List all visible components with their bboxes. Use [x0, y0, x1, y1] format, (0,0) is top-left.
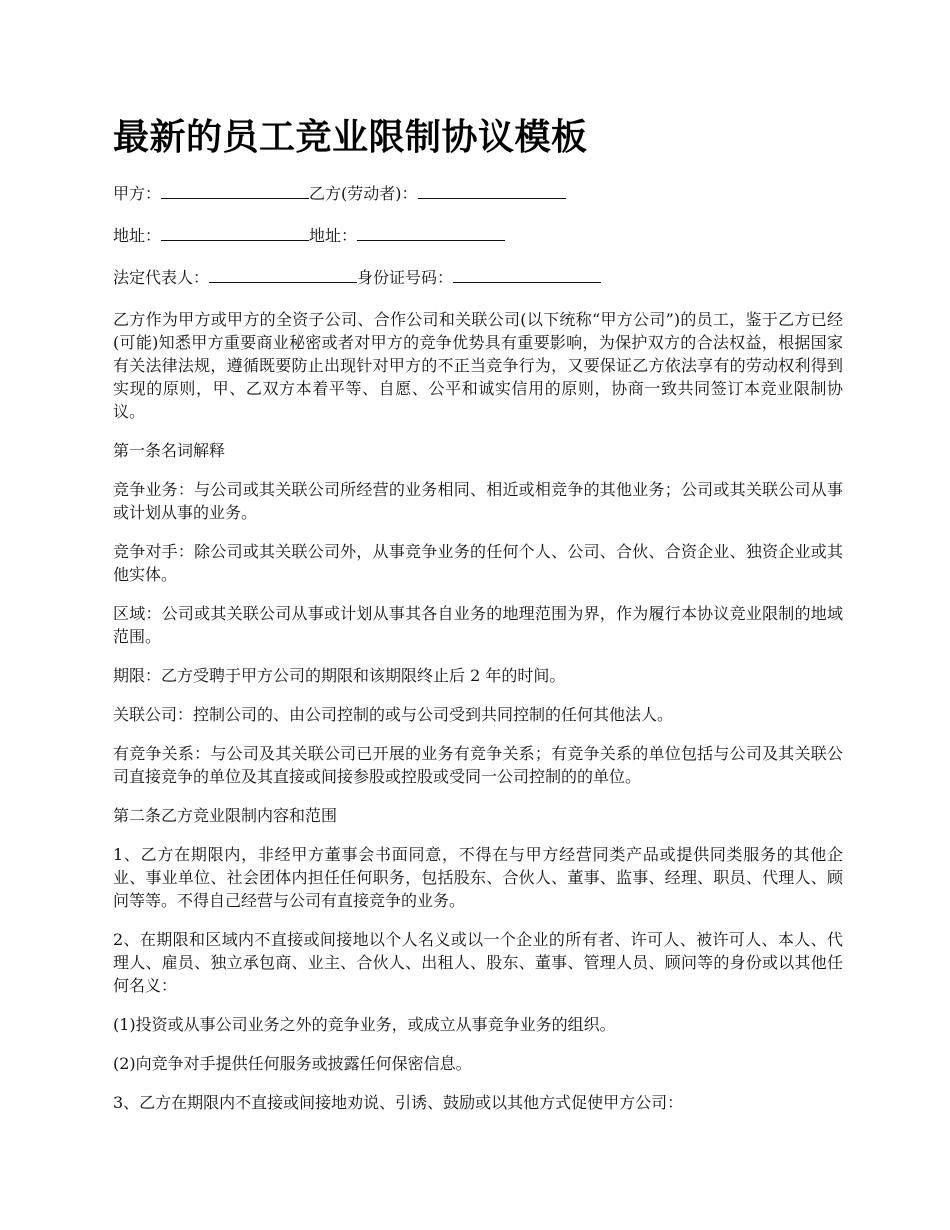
clause-2: 2、在期限和区域内不直接或间接地以个人名义或以一个企业的所有者、许可人、被许可人、本人、代理人、雇员、独立承包商、业主、合伙人、出租人、股东、董事、管理人员、顾问等的身份或以其他任何名义： — [113, 930, 843, 995]
address-b-label: 地址： — [309, 226, 358, 245]
document-page — [113, 112, 843, 1130]
legal-rep-label: 法定代表人： — [113, 268, 210, 287]
party-a-blank — [161, 184, 309, 199]
definition-competitor: 竞争对手：除公司或其关联公司外，从事竞争业务的任何个人、公司、合伙、合资企业、独资企业或其他实体。 — [113, 542, 843, 584]
definition-term: 期限：乙方受聘于甲方公司的期限和该期限终止后 2 年的时间。 — [113, 666, 566, 685]
clause-2-item-2: (2)向竞争对手提供任何服务或披露任何保密信息。 — [113, 1054, 472, 1073]
clause-1: 1、乙方在期限内，非经甲方董事会书面同意，不得在与甲方经营同类产品或提供同类服务的其他企业、事业单位、社会团体内担任任何职务，包括股东、合伙人、董事、监事、经理、职员、代理人、顾问等等。不得自己经营与公司有直接竞争的业务。 — [113, 845, 843, 910]
definition-affiliate: 关联公司：控制公司的、由公司控制的或与公司受到共同控制的任何其他法人。 — [113, 705, 674, 724]
legal-rep-blank — [209, 268, 357, 283]
definition-competitive-relation: 有竞争关系：与公司及其关联公司已开展的业务有竞争关系；有竞争关系的单位包括与公司及其关联公司直接竞争的单位及其直接或间接参股或控股或受同一公司控制的的单位。 — [113, 744, 843, 786]
definition-competing-business: 竞争业务：与公司或其关联公司所经营的业务相同、相近或相竞争的其他业务；公司或其关联公司从事或计划从事的业务。 — [113, 480, 843, 522]
party-line — [113, 182, 843, 205]
address-a-label: 地址： — [113, 226, 162, 245]
party-b-label: 乙方(劳动者)： — [309, 184, 418, 203]
clause-2-item-1: (1)投资或从事公司业务之外的竞争业务，或成立从事竞争业务的组织。 — [113, 1015, 616, 1034]
address-b-blank — [357, 226, 505, 241]
party-b-blank — [418, 184, 566, 199]
representative-line — [113, 266, 843, 289]
party-a-label: 甲方： — [113, 184, 162, 203]
address-line — [113, 224, 843, 247]
preamble-paragraph: 乙方作为甲方或甲方的全资子公司、合作公司和关联公司(以下统称“甲方公司”)的员工，鉴于乙方已经(可能)知悉甲方重要商业秘密或者对甲方的竞争优势具有重要影响，为保护双方的合法权益，根据国家有关法律法规，遵循既要防止出现针对甲方的不正当竞争行为，又要保证乙方依法享有的劳动权利得到实现的原则，甲、乙双方本着平等、自愿、公平和诚实信用的原则，协商一致共同签订本竞业限制协议。 — [113, 310, 843, 421]
document-title: 最新的员工竞业限制协议模板 — [113, 117, 588, 158]
definition-region: 区域：公司或其关联公司从事或计划从事其各自业务的地理范围为界，作为履行本协议竞业限制的地域范围。 — [113, 604, 843, 646]
section-heading-article-2: 第二条乙方竞业限制内容和范围 — [113, 806, 338, 825]
clause-3: 3、乙方在期限内不直接或间接地劝说、引诱、鼓励或以其他方式促使甲方公司： — [113, 1093, 684, 1112]
section-heading-article-1: 第一条名词解释 — [113, 441, 226, 460]
address-a-blank — [161, 226, 309, 241]
id-number-label: 身份证号码： — [357, 268, 454, 287]
id-number-blank — [453, 268, 601, 283]
